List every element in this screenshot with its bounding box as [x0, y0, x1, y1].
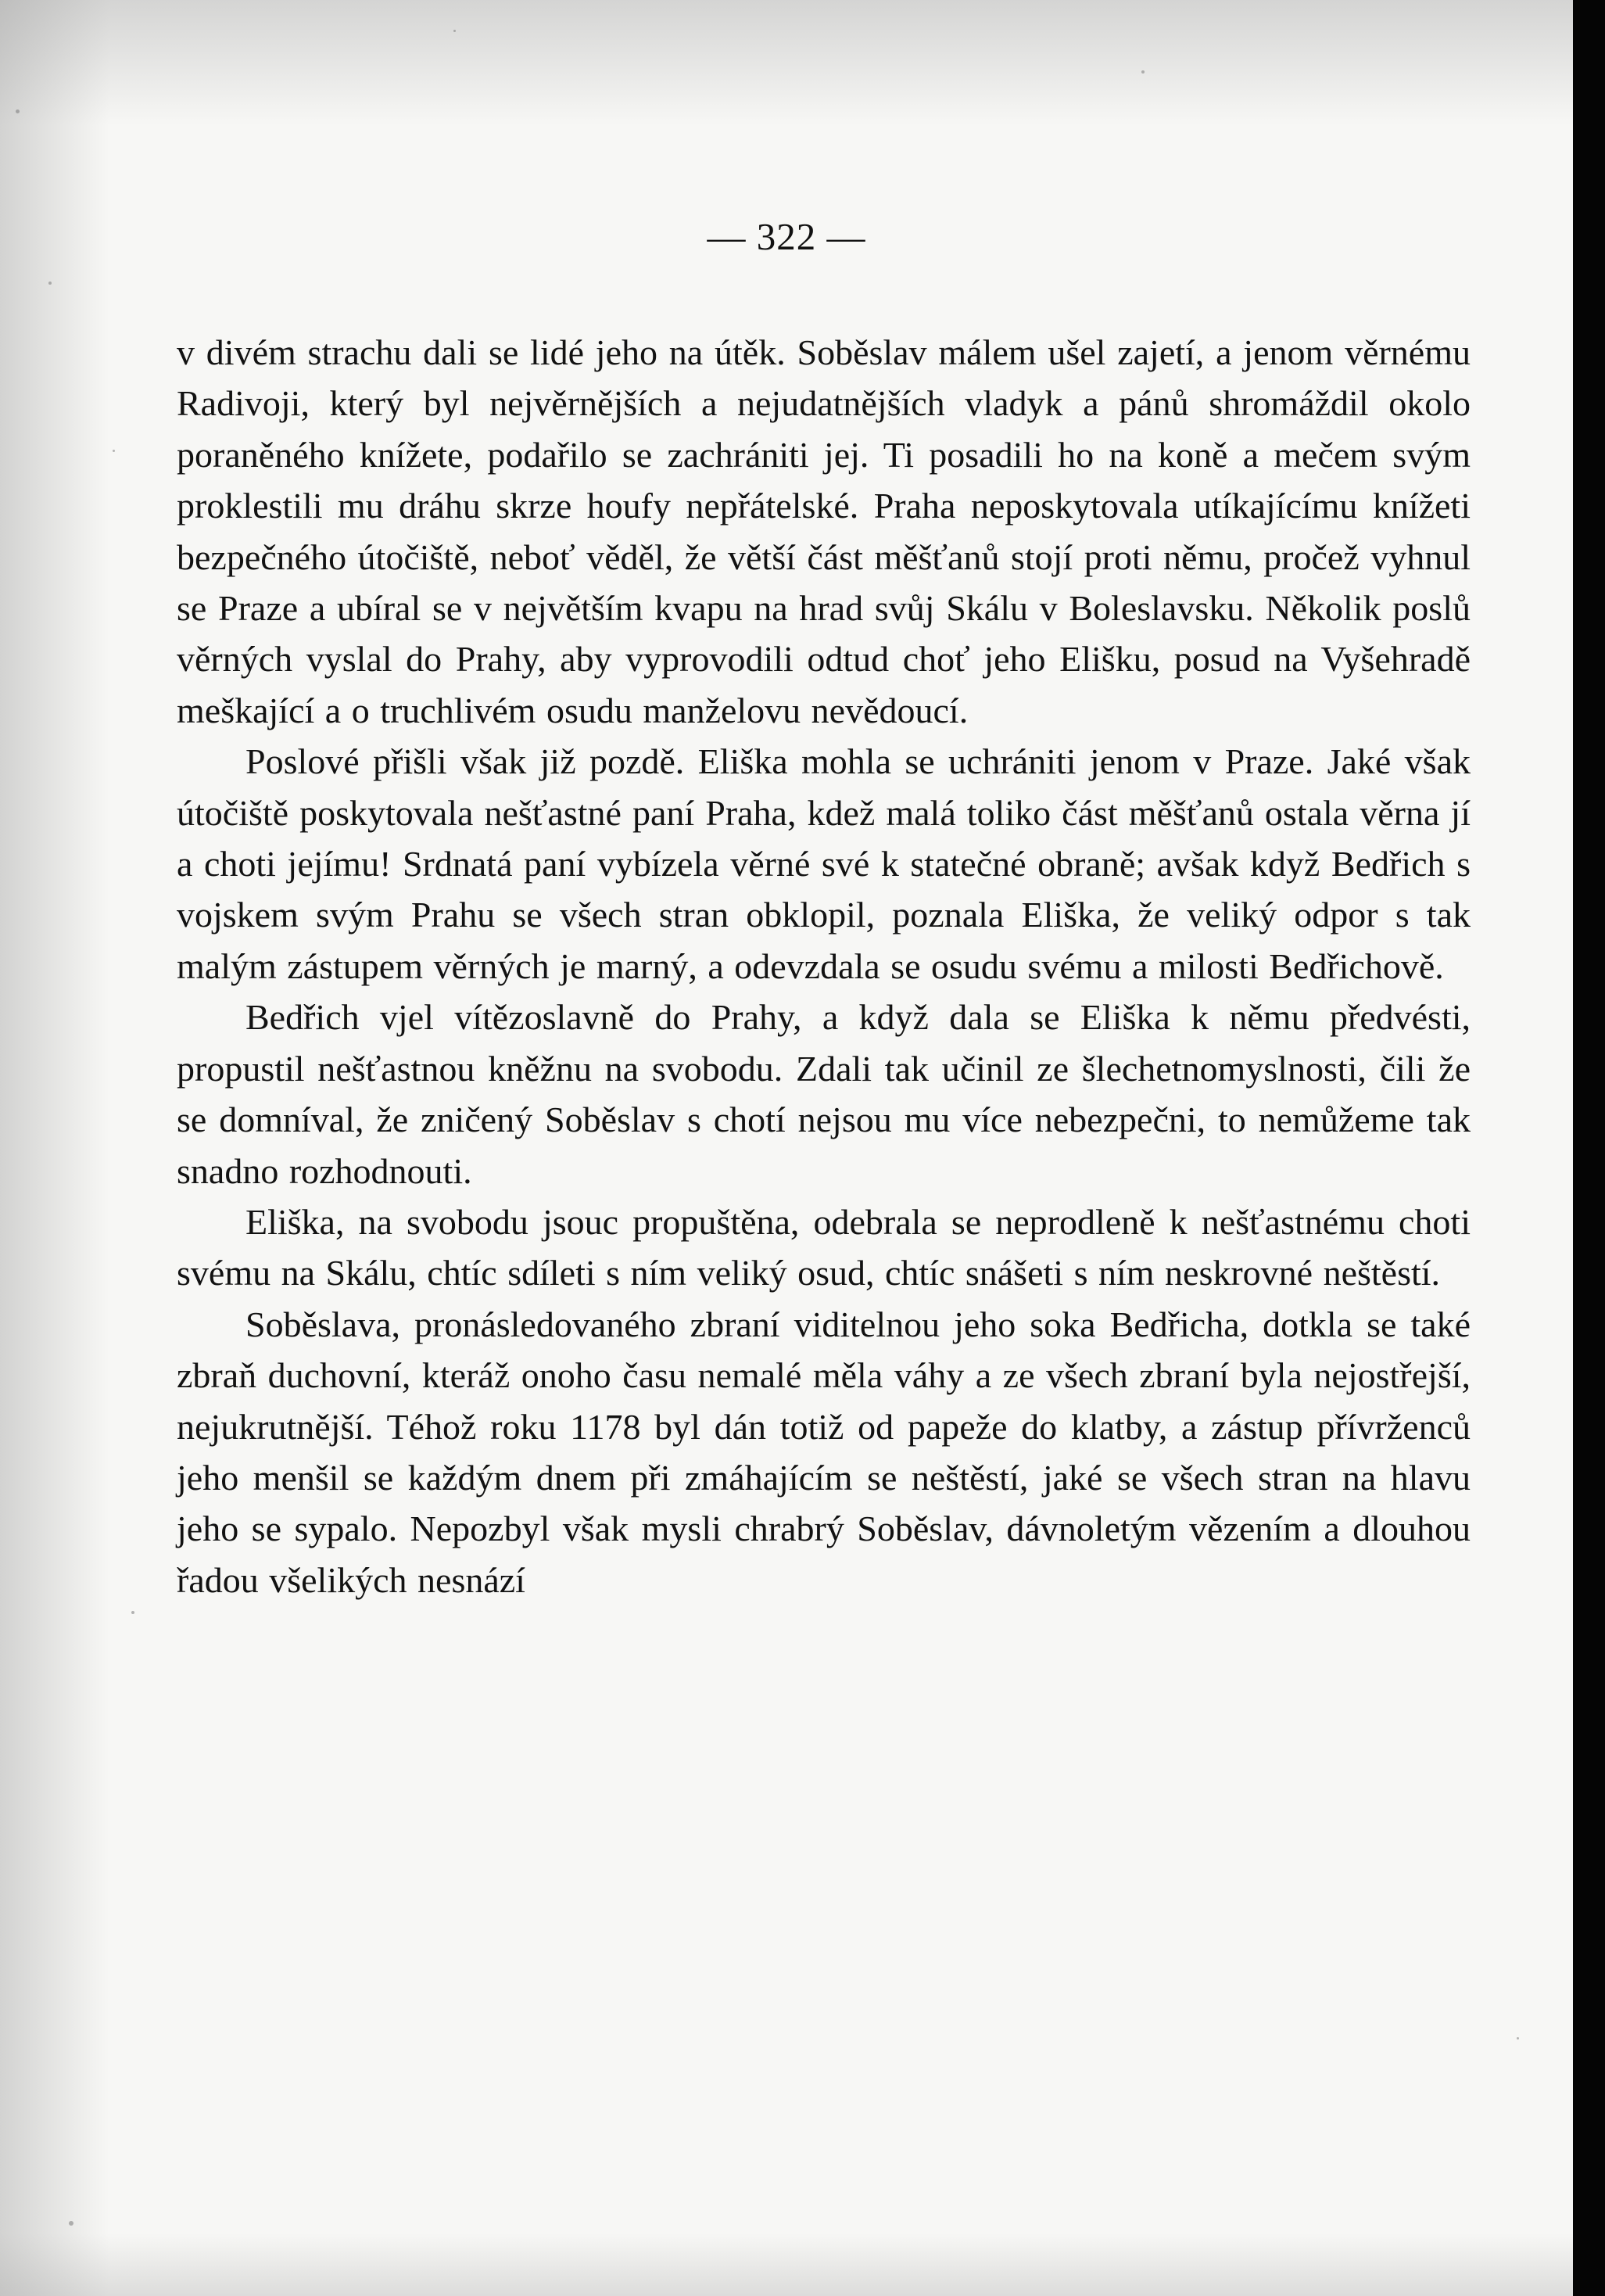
paper-speck: [16, 109, 20, 113]
body-text: [177, 327, 1471, 1605]
paragraph-3: Bedřich vjel vítězoslavně do Prahy, a když dala se Eliška k němu předvésti, propustil nešťastnou kněžnu na svobodu. Zdali tak učinil ze šlechetnomyslnosti, čili že se domníval, že zničený Soběslav s chotí nejsou mu více nebezpečni, to nemůžeme tak snadno rozhodnouti.: [177, 997, 1471, 1191]
paragraph-1: v divém strachu dali se lidé jeho na útěk. Soběslav málem ušel zajetí, a jenom věrnému Radivoji, který byl nejvěrnějších a nejudatnějších vladyk a pánů shromáždil okolo poraněného knížete, podařilo se zachrániti jej. Ti posadili ho na koně a mečem svým proklestili mu dráhu skrze houfy nepřátelské. Praha neposkytovala utíkajícímu knížeti bezpečného útočiště, neboť věděl, že větší část měšťanů stojí proti němu, pročež vyhnul se Praze a ubíral se v největším kvapu na hrad svůj Skálu v Boleslavsku. Několik poslů věrných vyslal do Prahy, aby vyprovodili odtud choť jeho Elišku, posud na Vyšehradě meškající a o truchlivém osudu manželovu nevědoucí.: [177, 332, 1471, 730]
paper-speck: [1517, 2037, 1519, 2039]
dark-scan-border: [1573, 0, 1605, 2296]
left-page-shading: [0, 0, 109, 2296]
paper-speck: [453, 30, 456, 32]
paragraph-4: Eliška, na svobodu jsouc propuštěna, odebrala se neprodleně k nešťastnému choti svému na Skálu, chtíc sdíleti s ním veliký osud, chtíc snášeti s ním neskrovné neštěstí.: [177, 1201, 1471, 1293]
paper-speck: [1141, 70, 1145, 74]
paper-speck: [131, 1611, 134, 1614]
paragraph-5: Soběslava, pronásledovaného zbraní viditelnou jeho soka Bedřicha, dotkla se také zbraň duchovní, kteráž onoho času nemalé měla váhy a ze všech zbraní byla nejostřejší, nejukrutnější. Téhož roku 1178 byl dán totiž od papeže do klatby, a zástup přívrženců jeho menšil se každým dnem při zmáhajícím se neštěstí, jaké se všech stran na hlavu jeho se sypalo. Nepozbyl však mysli chrabrý Soběslav, dávnoletým vězením a dlouhou řadou všelikých nesnází: [177, 1304, 1471, 1600]
bottom-page-shading: [0, 2233, 1573, 2296]
paragraph-2: Poslové přišli však již pozdě. Eliška mohla se uchrániti jenom v Praze. Jaké však útočiště poskytovala nešťastné paní Praha, kdež malá toliko část měšťanů ostala věrna jí a choti jejímu! Srdnatá paní vybízela věrné své k statečné obraně; avšak když Bedřich s vojskem svým Prahu se všech stran obklopil, poznala Eliška, že veliký odpor s tak malým zástupem věrných je marný, a odevzdala se osudu svému a milosti Bedřichově.: [177, 741, 1471, 986]
paper-speck: [69, 2221, 73, 2226]
top-page-shading: [0, 0, 1573, 125]
paper-speck: [113, 450, 115, 452]
page-number: — 322 —: [707, 215, 866, 258]
paper-speck: [48, 282, 52, 285]
